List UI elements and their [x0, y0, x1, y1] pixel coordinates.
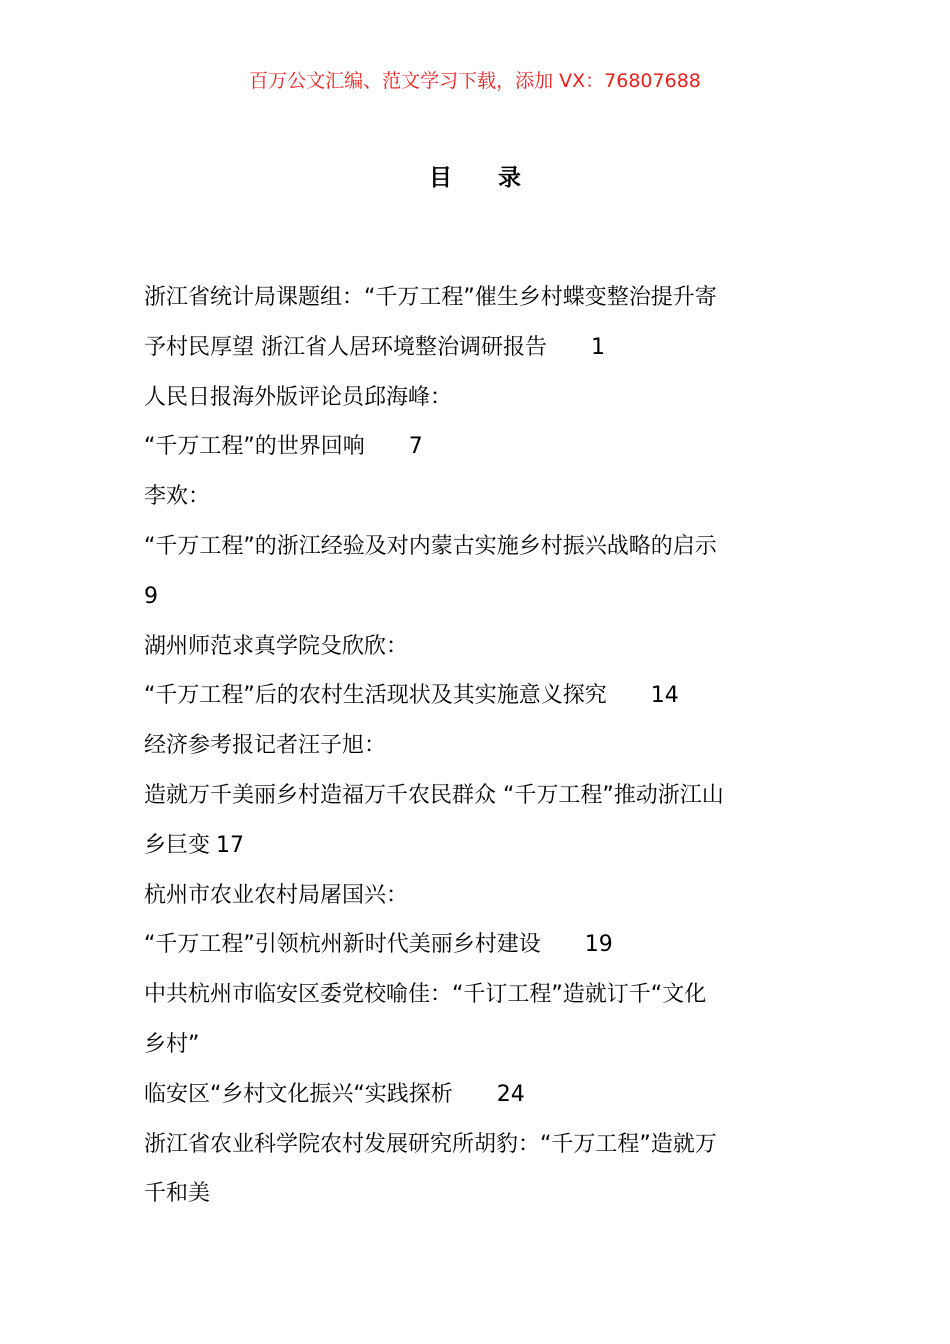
toc-line [144, 472, 824, 522]
toc-page-number: 1 [591, 334, 605, 360]
toc-page-number: 14 [650, 683, 679, 709]
toc-line [144, 671, 824, 721]
toc-title [0, 160, 950, 196]
toc-line-text: “千万工程”引领杭州新时代美丽乡村建设 [144, 932, 541, 958]
toc-list [144, 273, 824, 1219]
toc-line-text: 临安区“乡村文化振兴“实践探析 [144, 1081, 453, 1107]
toc-title-char-2: 录 [498, 165, 521, 191]
toc-line [144, 1120, 824, 1170]
toc-line [144, 323, 824, 373]
toc-line-text: 千和美 [144, 1181, 211, 1207]
toc-line [144, 920, 824, 970]
toc-page-number: 24 [496, 1081, 525, 1107]
toc-line [144, 572, 824, 622]
toc-line-text: 中共杭州市临安区委党校喻佳：“千订工程”造就订千“文化 [144, 982, 707, 1008]
toc-line-text: 予村民厚望 浙江省人居环境整治调研报告 [144, 334, 547, 360]
toc-line [144, 422, 824, 472]
toc-page-number: 7 [408, 434, 423, 460]
toc-line [144, 970, 824, 1020]
toc-page-number: 17 [216, 832, 245, 858]
toc-page-number: 9 [144, 583, 158, 609]
toc-line-text: 李欢： [144, 484, 211, 510]
toc-title-char-1: 目 [429, 165, 452, 191]
toc-line [144, 721, 824, 771]
toc-line [144, 1070, 824, 1120]
toc-line [144, 1169, 824, 1219]
toc-line-text: 造就万千美丽乡村造福万千农民群众 “千万工程”推动浙江山 [144, 782, 724, 808]
toc-line-text: 乡巨变 [144, 832, 211, 858]
toc-line-text: 经济参考报记者汪子旭： [144, 733, 387, 759]
toc-line [144, 871, 824, 921]
toc-line-text: 人民日报海外版评论员邱海峰： [144, 384, 453, 410]
toc-line-text: 浙江省农业科学院农村发展研究所胡豹：“千万工程”造就万 [144, 1131, 717, 1157]
toc-line [144, 622, 824, 672]
toc-line [144, 373, 824, 423]
header-banner: 百万公文汇编、范文学习下载，添加 VX：76807688 [249, 70, 701, 92]
toc-line [144, 522, 824, 572]
toc-line-text: 浙江省统计局课题组：“千万工程”催生乡村蝶变整治提升寄 [144, 285, 717, 310]
toc-line-text: “千万工程”的浙江经验及对内蒙古实施乡村振兴战略的启示 [144, 533, 717, 559]
toc-line-text: “千万工程”的世界回响 [144, 434, 365, 460]
toc-line-text: 杭州市农业农村局屠国兴： [144, 882, 409, 908]
toc-line [144, 821, 824, 871]
toc-line-text: “千万工程”后的农村生活现状及其实施意义探究 [144, 683, 607, 709]
toc-line [144, 273, 824, 323]
toc-line-text: 湖州师范求真学院殳欣欣： [144, 633, 409, 659]
toc-page-number: 19 [584, 932, 613, 958]
toc-line [144, 771, 824, 821]
toc-line-text: 乡村” [144, 1031, 200, 1057]
toc-line [144, 1020, 824, 1070]
